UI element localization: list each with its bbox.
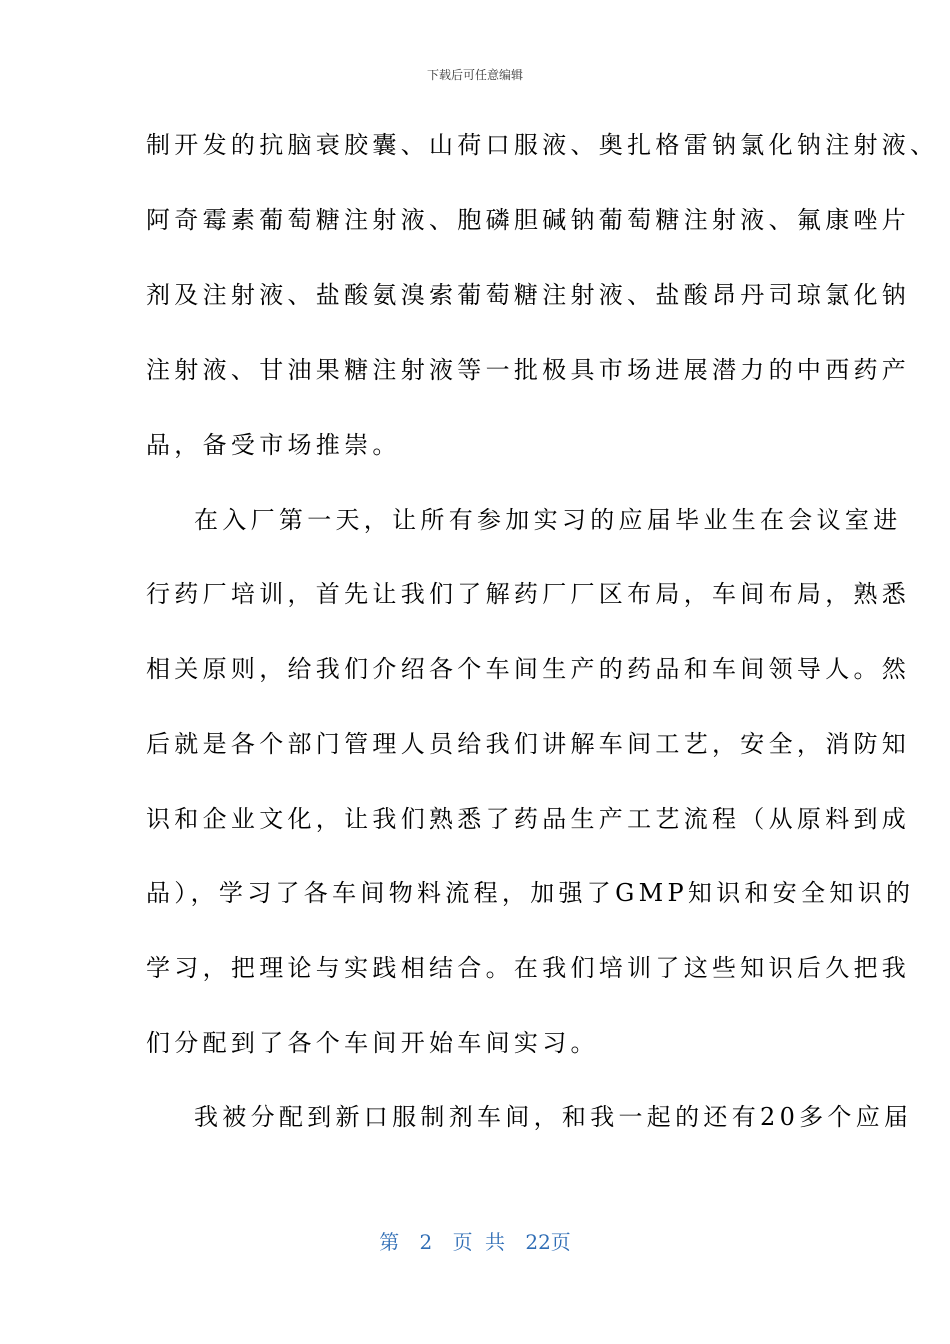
text-line: 品，备受市场推崇。	[146, 431, 401, 459]
text-line: 注射液、甘油果糖注射液等一批极具市场进展潜力的中西药产	[146, 356, 911, 384]
page-number-footer	[0, 1226, 950, 1255]
total-pages: 22页	[525, 1230, 571, 1254]
text-line: 阿奇霉素葡萄糖注射液、胞磷胆碱钠葡萄糖注射液、氟康唑片	[146, 206, 911, 234]
text-line: 识和企业文化，让我们熟悉了药品生产工艺流程（从原料到成	[146, 805, 911, 833]
footer-middle: 页 共	[452, 1230, 505, 1254]
text-line: 制开发的抗脑衰胶囊、山荷口服液、奥扎格雷钠氯化钠注射液、	[146, 131, 939, 159]
text-line: 行药厂培训，首先让我们了解药厂厂区布局，车间布局，熟悉	[146, 580, 911, 608]
text-line: 品），学习了各车间物料流程，加强了GMP知识和安全知识的	[146, 879, 915, 907]
text-line: 我被分配到新口服制剂车间，和我一起的还有20多个应届	[194, 1103, 913, 1131]
text-line: 在入厂第一天，让所有参加实习的应届毕业生在会议室进	[194, 506, 902, 534]
text-line: 们分配到了各个车间开始车间实习。	[146, 1029, 599, 1057]
text-line: 相关原则，给我们介绍各个车间生产的药品和车间领导人。然	[146, 655, 911, 683]
text-line: 学习，把理论与实践相结合。在我们培训了这些知识后久把我	[146, 954, 911, 982]
footer-prefix: 第	[379, 1230, 400, 1254]
text-line: 剂及注射液、盐酸氨溴索葡萄糖注射液、盐酸昂丹司琼氯化钠	[146, 281, 911, 309]
current-page-number: 2	[419, 1230, 433, 1254]
page-header: 下载后可任意编辑	[426, 68, 523, 82]
text-line: 后就是各个部门管理人员给我们讲解车间工艺，安全，消防知	[146, 730, 911, 758]
